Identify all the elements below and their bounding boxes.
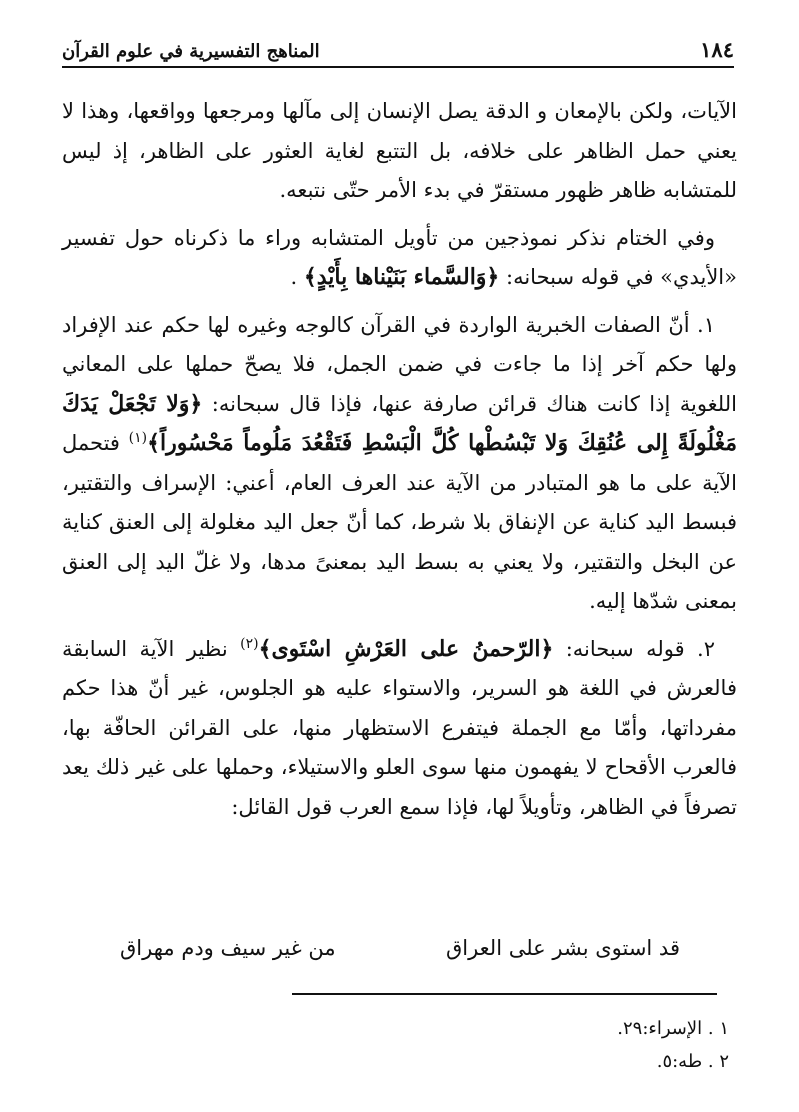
quran-verse: ﴿وَلا تَجْعَلْ يَدَكَ مَغْلُولَةً إِلى عُنُقِكَ وَلا تَبْسُطْها كُلَّ الْبَسْطِ فَتَقْعُدَ مَلُوماً مَحْسُوراً﴾ bbox=[62, 390, 737, 456]
paragraph-4 bbox=[62, 630, 737, 828]
footnote-ref-2[interactable]: (٢) bbox=[240, 635, 259, 652]
poem-first-hemistich: قد استوى بشر على العراق bbox=[445, 936, 680, 960]
footnote-divider bbox=[292, 993, 717, 995]
footnote-2: ٢ . طه:٥. bbox=[656, 1051, 729, 1072]
paragraph-text-after: نظير الآية السابقة فالعرش في اللغة هو السرير، والاستواء عليه هو الجلوس، غير أنّ هذا حكم مفرداتها، وأمّا مع الجملة فيتفرع الاستظهار منها، على القرائن الحافّة بها، فالعرب الأقحاح لا يفهمون منها سوى العلو والاستيلاء، وحملها على غير ذلك يعد تصرفاً في الظاهر، وتأويلاً لها، فإذا سمع العرب قول القائل: bbox=[62, 636, 737, 819]
quran-verse: ﴿الرّحمنُ على العَرْشِ اسْتَوى﴾ bbox=[258, 635, 554, 662]
footnote-1: ١ . الإسراء:٢٩. bbox=[617, 1018, 729, 1039]
running-title: المناهج التفسيرية في علوم القرآن bbox=[62, 41, 320, 62]
paragraph-3 bbox=[62, 306, 737, 622]
paragraph-text-after: فتحمل الآية على ما هو المتبادر من الآية عند العرف العام، أعني: الإسراف والتقتير، فبسط اليد كناية عن الإنفاق بلا شرط، كما أنّ جعل اليد مغلولة إلى العنق كناية عن البخل والتقتير، ولا يعني به بسط اليد بمعنىً مدها، ولا غلّ اليد إلى العنق بمعنى شدّها إليه. bbox=[62, 431, 737, 613]
footnote-ref-1[interactable]: (١) bbox=[128, 430, 148, 446]
paragraph-2 bbox=[62, 219, 737, 298]
poem-second-hemistich: من غير سيف ودم مهراق bbox=[120, 936, 336, 960]
paragraph-text-after: . bbox=[290, 265, 304, 289]
quran-verse: ﴿وَالسَّماء بَنَيْناها بِأَيْدٍ﴾ bbox=[303, 264, 500, 290]
paragraph-text: الآيات، ولكن بالإمعان و الدقة يصل الإنسان إلى مآلها ومرجعها وواقعها، وهذا لا يعني حمل الظاهر على خلافه، بل التتبع لغاية العثور على الظاهر، إذ ليس للمتشابه ظاهر ظهور مستقرّ في بدء الأمر حتّى نتبعه. bbox=[62, 99, 737, 202]
page-number: ١٨٤ bbox=[700, 37, 734, 62]
paragraph-text: وفي الختام نذكر نموذجين من تأويل المتشابه وراء ما ذكرناه حول تفسير «الأيدي» في قوله سبحانه: bbox=[62, 225, 737, 289]
body-text bbox=[62, 92, 737, 827]
paragraph-text: ١. أنّ الصفات الخبرية الواردة في القرآن كالوجه وغيره لها حكم عند الإفراد ولها حكم آخر إذا ما جاءت في ضمن الجمل، فلا يصحّ حملها على المعاني اللغوية إذا كانت هناك قرائن صارفة عنها، فإذا قال سبحانه: bbox=[62, 312, 737, 416]
footnotes bbox=[617, 1012, 729, 1078]
paragraph-text: ٢. قوله سبحانه: bbox=[553, 636, 715, 661]
page-header bbox=[62, 28, 734, 68]
poem-verse bbox=[120, 936, 680, 960]
paragraph-1 bbox=[62, 92, 737, 211]
